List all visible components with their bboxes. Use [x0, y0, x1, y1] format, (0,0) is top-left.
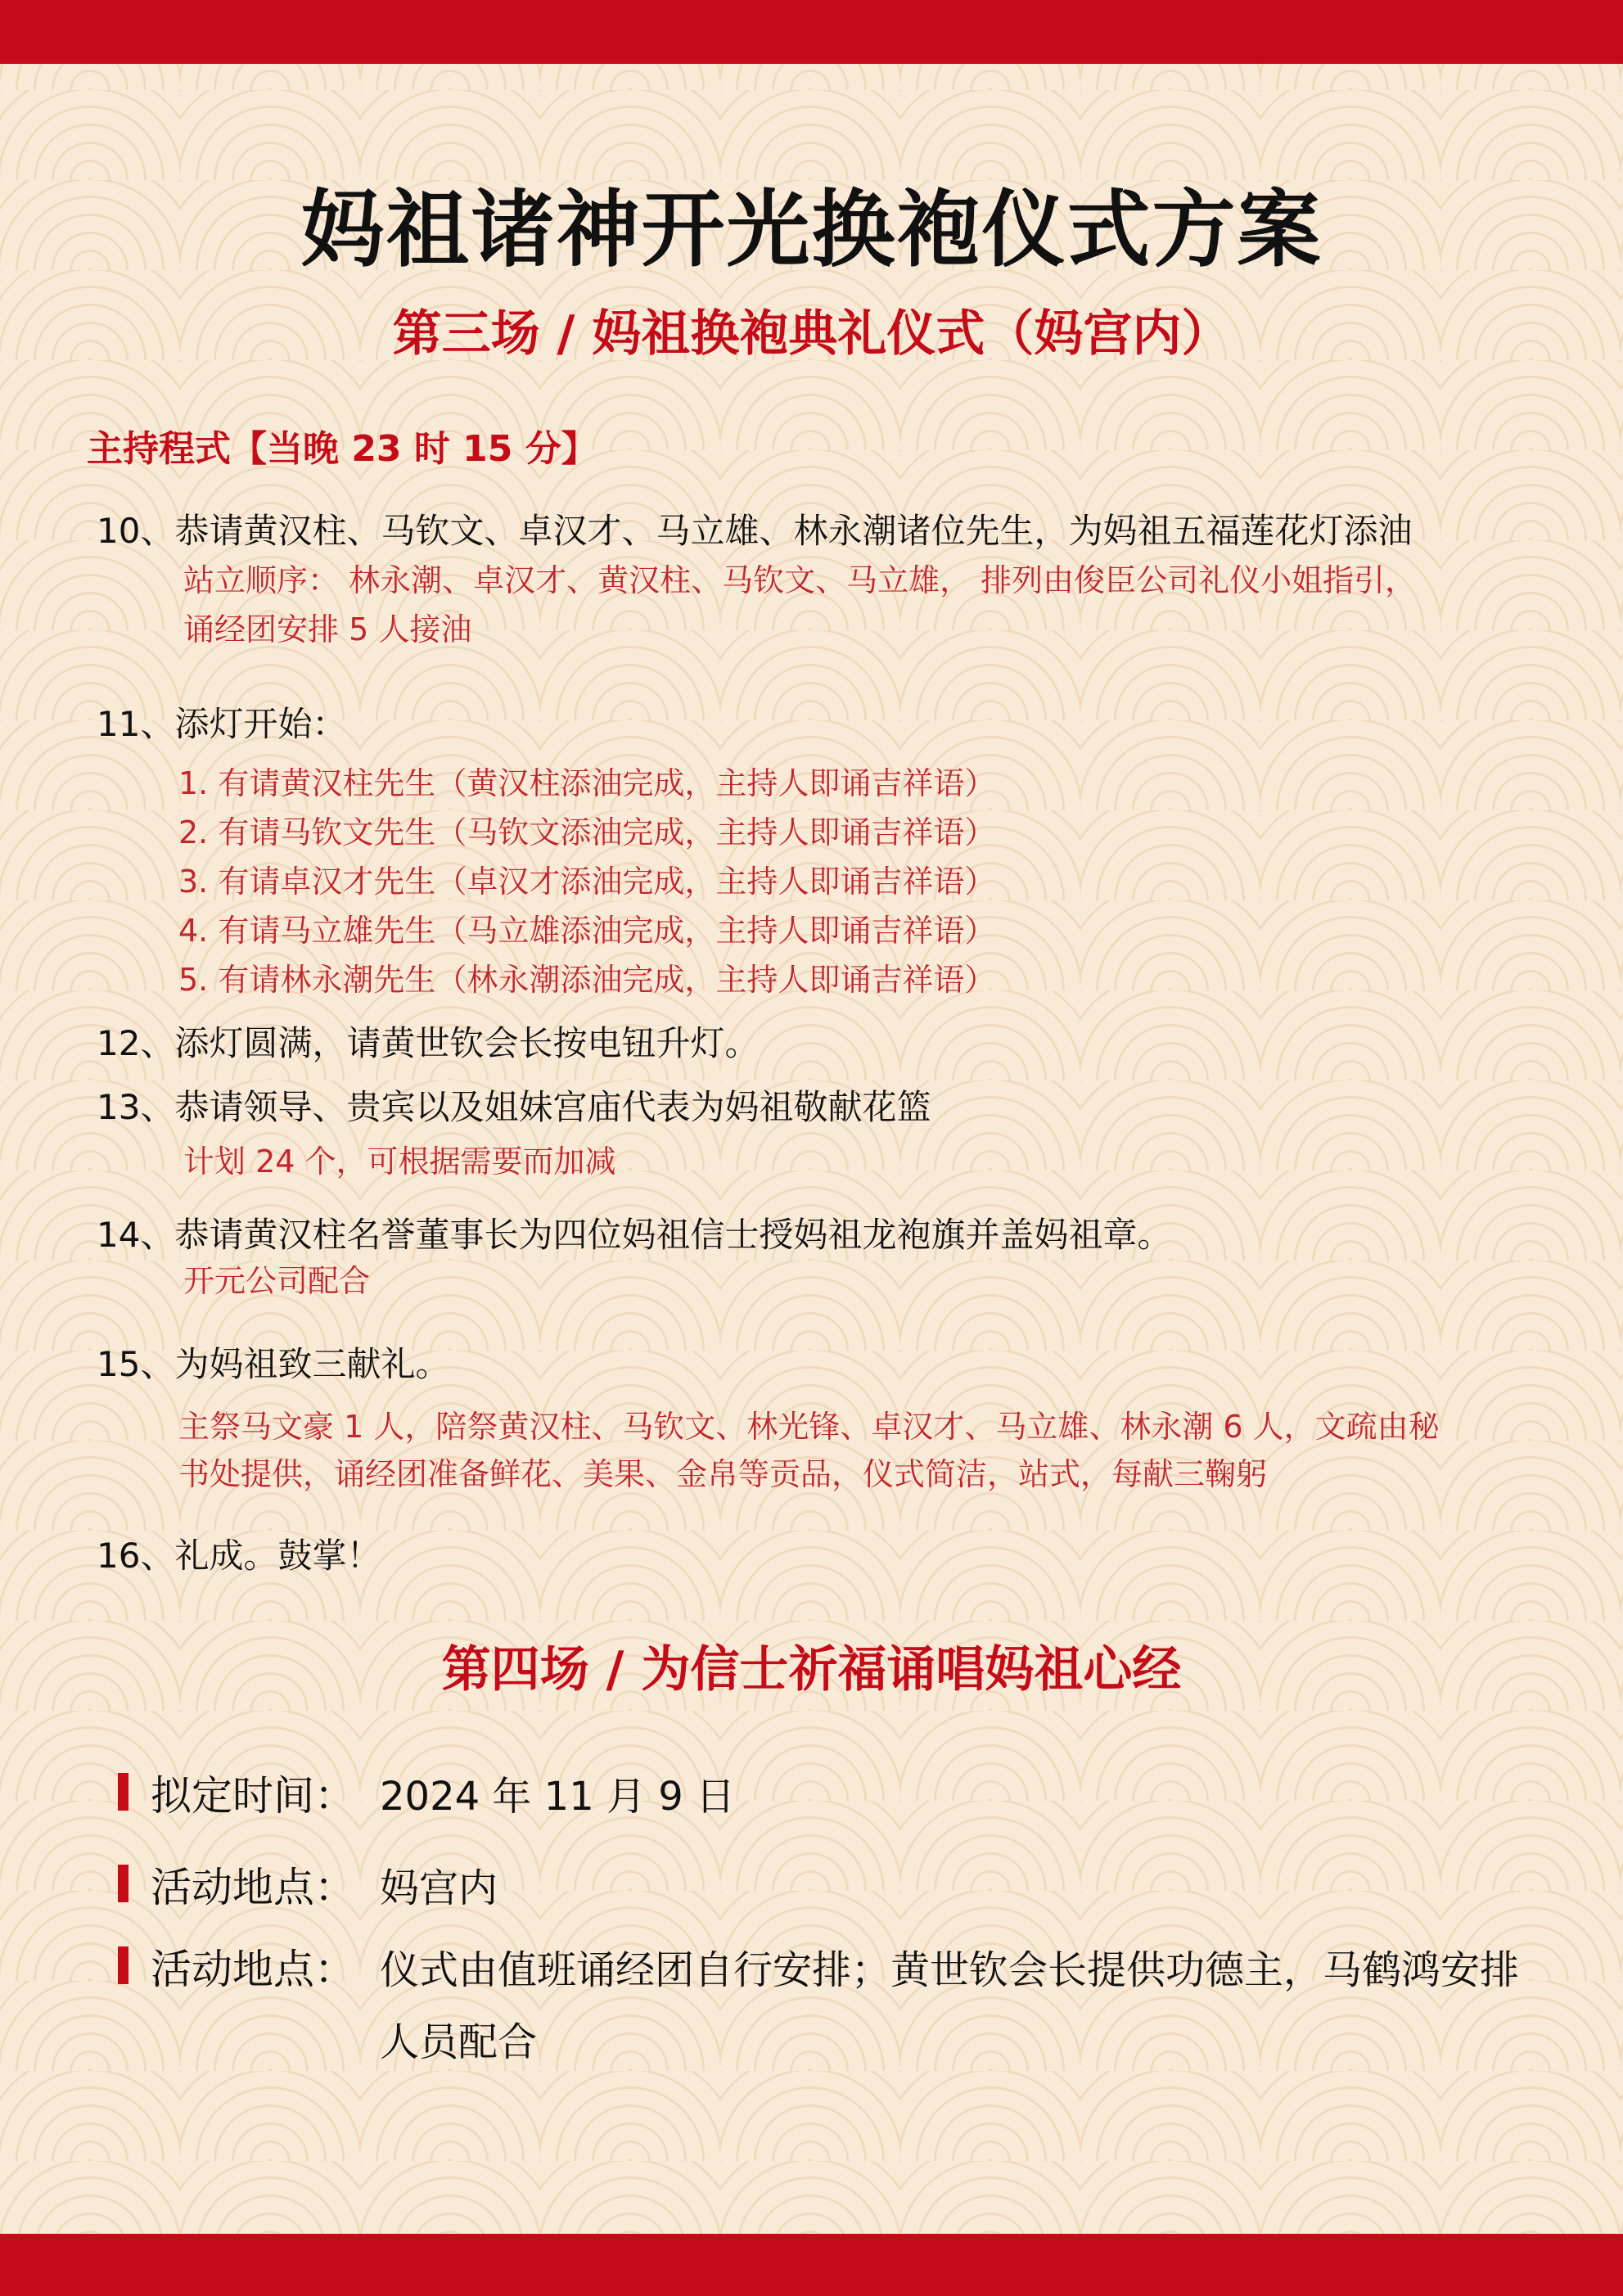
top-red-band: [0, 0, 1623, 64]
field-value-arrangement: 人员配合: [380, 2019, 538, 2065]
host-program-heading: 主持程式【当晚 23 时 15 分】: [87, 428, 597, 470]
step-13-note: 计划 24 个，可根据需要而加减: [183, 1143, 616, 1180]
step-11-subitem: 3. 有请卓汉才先生（卓汉才添油完成，主持人即诵吉祥语）: [178, 864, 996, 900]
field-value-date: 2024 年 11 月 9 日: [380, 1774, 736, 1820]
step-15-note: 书处提供，诵经团准备鲜花、美果、金帛等贡品，仪式简洁，站式，每献三鞠躬: [178, 1456, 1268, 1492]
step-10: 10、恭请黄汉柱、马钦文、卓汉才、马立雄、林永潮诸位先生，为妈祖五福莲花灯添油: [97, 511, 1413, 551]
section3-heading: 第三场 / 妈祖换袍典礼仪式（妈宫内）: [392, 305, 1231, 363]
step-11-subitem: 2. 有请马钦文先生（马钦文添油完成，主持人即诵吉祥语）: [178, 814, 996, 850]
step-15-note: 主祭马文豪 1 人，陪祭黄汉柱、马钦文、林光锋、卓汉才、马立雄、林永潮 6 人，文疏由秘: [178, 1409, 1440, 1445]
page-title: 妈祖诸神开光换袍仪式方案: [300, 182, 1323, 279]
field-marker-icon: [118, 1865, 128, 1902]
section4-heading: 第四场 / 为信士祈福诵唱妈祖心经: [441, 1641, 1182, 1698]
step-11: 11、添灯开始：: [97, 704, 347, 744]
step-13: 13、恭请领导、贵宾以及姐妹宫庙代表为妈祖敬献花篮: [97, 1087, 931, 1127]
step-10-note: 诵经团安排 5 人接油: [183, 611, 472, 647]
field-label-location: 活动地点：: [151, 1864, 355, 1911]
field-marker-icon: [118, 1773, 128, 1811]
step-14: 14、恭请黄汉柱名誉董事长为四位妈祖信士授妈祖龙袍旗并盖妈祖章。: [97, 1215, 1172, 1255]
field-label-location-2: 活动地点：: [151, 1946, 355, 1993]
step-10-note: 站立顺序： 林永潮、卓汉才、黄汉柱、马钦文、马立雄， 排列由俊臣公司礼仪小姐指引，: [183, 562, 1417, 598]
field-label-date: 拟定时间：: [151, 1772, 355, 1820]
step-11-subitem: 5. 有请林永潮先生（林永潮添油完成，主持人即诵吉祥语）: [178, 962, 996, 998]
step-11-subitem: 1. 有请黄汉柱先生（黄汉柱添油完成，主持人即诵吉祥语）: [178, 765, 996, 801]
step-14-note: 开元公司配合: [183, 1263, 371, 1299]
field-value-location: 妈宫内: [380, 1865, 498, 1911]
step-11-subitem: 4. 有请马立雄先生（马立雄添油完成，主持人即诵吉祥语）: [178, 913, 996, 949]
field-marker-icon: [118, 1946, 128, 1984]
field-value-arrangement: 仪式由值班诵经团自行安排；黄世钦会长提供功德主，马鹤鸿安排: [380, 1947, 1520, 1993]
step-12: 12、添灯圆满，请黄世钦会长按电钮升灯。: [97, 1023, 760, 1063]
step-15: 15、为妈祖致三献礼。: [97, 1344, 450, 1384]
step-16: 16、礼成。鼓掌！: [97, 1536, 381, 1576]
bottom-red-band: [0, 2234, 1623, 2296]
